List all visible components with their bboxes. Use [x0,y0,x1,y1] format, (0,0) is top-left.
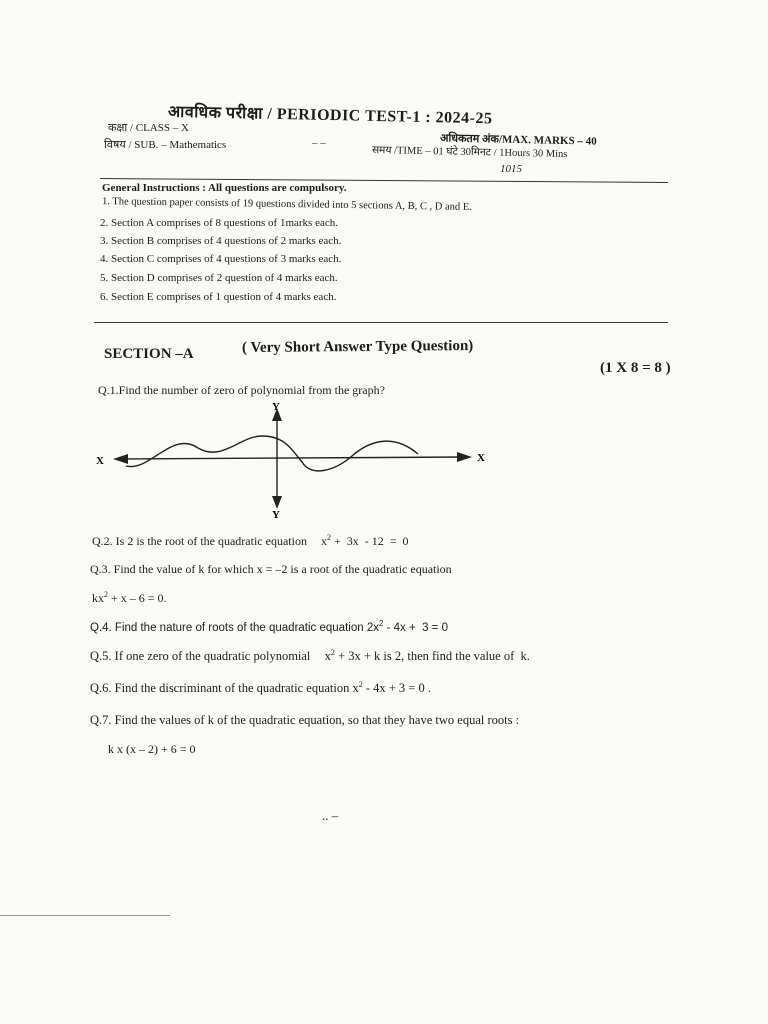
time-label: समय /TIME – 01 घंटे 30मिनट / 1Hours 30 Mins [371,144,568,161]
question-3: Q.3. Find the value of k for which x = –2 is a root of the quadratic equation [90,562,452,576]
instructions-heading: General Instructions : All questions are compulsory. [102,182,347,194]
question-2: Q.2. Is 2 is the root of the quadratic equation $x^2 + 3x - 12 = 0$ [92,533,409,548]
instruction-item: 1. The question paper consists of 19 questions divided into 5 sections A, B, C , D and E. [101,196,472,213]
dash-mark: – – [312,137,326,149]
question-2-eq-a: x [320,534,327,548]
subject-label: विषय / SUB. – Mathematics [104,139,227,151]
instruction-item: 2. Section A comprises of 8 questions of 1marks each. [100,217,338,229]
question-6: Q.6. Find the discriminant of the quadratic equation $x^2 - 4x + 3 = 0$ . [90,680,431,696]
scan-line [0,915,170,916]
question-4-eq-b: - 4x + 3 = 0 [383,621,448,634]
footer-mark: .. – [322,808,339,823]
x-label-left: X [96,455,104,467]
question-5-eq-a: x [324,649,331,664]
question-5-eq-b: + 3x + k is 2, then find the value of k. [334,649,530,664]
instruction-item: 3. Section B comprises of 4 questions of 2 marks each. [100,235,342,247]
question-2-eq-b: + 3x - 12 = 0 [333,534,409,548]
max-marks: अधिकतम अंक/MAX. MARKS – 40 [439,132,597,148]
x-label-right: X [477,452,485,464]
section-a-marks: (1 X 8 = 8 ) [600,360,671,376]
question-7: Q.7. Find the values of k of the quadratic equation, so that they have two equal roots : [90,713,520,727]
instruction-item: 4. Section C comprises of 4 questions of 3 marks each. [100,253,342,265]
question-6-eq-b: - 4x + 3 = 0 . [362,681,431,696]
handwritten-note: 1015 [500,163,522,175]
y-label-top: Y [272,401,280,413]
question-6-text: Q.6. Find the discriminant of the quadratic equation x [90,681,359,696]
question-7-equation: k x (x – 2) + 6 = 0 [108,742,196,756]
question-3-eq-b: + x – 6 = 0. [108,591,167,605]
question-3-equation: $kx^2 + x - 6 = 0$. [92,590,167,605]
x-axis-arrow-left [113,454,128,464]
x-axis-arrow-right [457,452,472,462]
question-1: Q.1.Find the number of zero of polynomial from the graph? [98,383,385,397]
x-axis [118,457,468,459]
section-a-subtitle: ( Very Short Answer Type Question) [241,337,474,357]
instruction-item: 6. Section E comprises of 1 question of 4 marks each. [100,291,337,303]
question-3-eq-a: kx [92,591,104,605]
y-axis-arrow-down [272,496,282,509]
question-5-text: Q.5. If one zero of the quadratic polynomial [90,649,311,664]
class-label: कक्षा / CLASS – X [108,122,189,134]
question-5: Q.5. If one zero of the quadratic polynomial $x^2 + 3x + k$ is 2, then find the value of k. [90,648,530,664]
section-a-title: SECTION –A [104,346,194,362]
instruction-item: 5. Section D comprises of 2 question of 4 marks each. [100,272,338,284]
question-4-text: Q.4. Find the nature of roots of the quadratic equation 2x [90,621,379,634]
question-4: Q.4. Find the nature of roots of the quadratic equation $2x^2 - 4x + 3 = 0$ [90,619,448,634]
question-2-text: Q.2. Is 2 is the root of the quadratic equation [92,534,307,548]
y-label-bottom: Y [272,509,280,521]
test-title: आवधिक परीक्षा / PERIODIC TEST-1 : 2024-25 [167,103,493,128]
polynomial-curve [126,436,418,471]
